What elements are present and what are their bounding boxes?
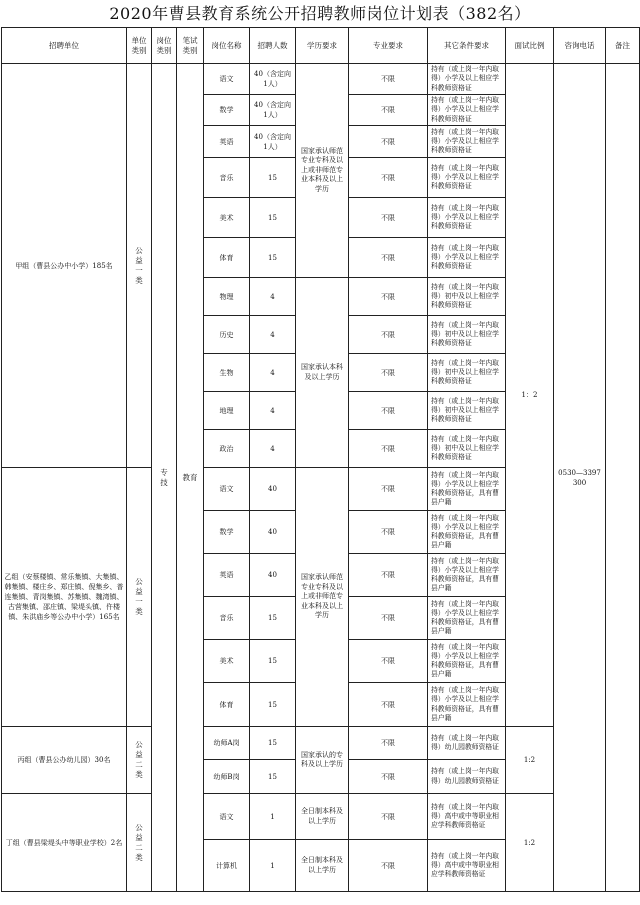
condition-cell: 持有（或上岗一年内取得）小学及以上相应学科教师资格证，具有曹县户籍	[428, 597, 506, 640]
post-name: 政治	[204, 430, 250, 468]
post-name: 幼师B岗	[204, 760, 250, 794]
post-name: 数学	[204, 511, 250, 554]
major-cell: 不限	[349, 794, 428, 840]
post-name: 英语	[204, 554, 250, 597]
post-count: 15	[250, 198, 296, 238]
condition-cell: 持有（或上岗一年内取得）幼儿园教师资格证	[428, 727, 506, 760]
post-count: 40	[250, 468, 296, 511]
header-phone: 咨询电话	[554, 28, 606, 64]
condition-cell: 持有（或上岗一年内取得）初中及以上相应学科教师资格证	[428, 392, 506, 430]
post-name: 体育	[204, 683, 250, 727]
major-cell: 不限	[349, 554, 428, 597]
table-row	[2, 64, 640, 95]
group-ding-type: 公益二类	[127, 794, 152, 892]
header-note: 备注	[606, 28, 640, 64]
ratio-cell: 1：2	[506, 64, 554, 727]
condition-cell: 持有（或上岗一年内取得）初中及以上相应学科教师资格证	[428, 354, 506, 392]
group-yi-name: 乙组（安蔡楼镇、常乐集镇、大集镇、韩集镇、楼庄乡、郑庄镇、倪集乡、普连集镇、青岗集镇、苏集镇、魏湾镇、古营集镇、邵庄镇、梁堤头镇、仵楼镇、朱洪庙乡等公办中小学）165名	[2, 468, 127, 727]
post-name: 语文	[204, 468, 250, 511]
major-cell: 不限	[349, 468, 428, 511]
education-cell: 国家承认本科及以上学历	[296, 278, 349, 468]
post-name: 历史	[204, 316, 250, 354]
condition-cell: 持有（或上岗一年内取得）初中及以上相应学科教师资格证	[428, 430, 506, 468]
recruitment-table	[1, 27, 640, 892]
major-cell: 不限	[349, 683, 428, 727]
major-cell: 不限	[349, 95, 428, 126]
major-cell: 不限	[349, 430, 428, 468]
major-cell: 不限	[349, 278, 428, 316]
post-name: 幼师A岗	[204, 727, 250, 760]
post-name: 体育	[204, 238, 250, 278]
post-count: 4	[250, 278, 296, 316]
header-row	[2, 28, 640, 64]
post-name: 物理	[204, 278, 250, 316]
condition-cell: 持有（或上岗一年内取得）小学及以上相应学科教师资格证	[428, 95, 506, 126]
post-count: 4	[250, 316, 296, 354]
condition-cell: 持有（或上岗一年内取得）幼儿园教师资格证	[428, 760, 506, 794]
header-unit-type: 单位类别	[127, 28, 152, 64]
post-count: 4	[250, 354, 296, 392]
group-jia-name: 甲组（曹县公办中小学）185名	[2, 64, 127, 468]
post-count: 15	[250, 158, 296, 198]
post-count: 4	[250, 430, 296, 468]
exam-type-cell: 教育	[177, 64, 204, 892]
header-major: 专业要求	[349, 28, 428, 64]
post-name: 计算机	[204, 840, 250, 892]
post-name: 音乐	[204, 597, 250, 640]
condition-cell: 持有（或上岗一年内取得）初中及以上相应学科教师资格证	[428, 316, 506, 354]
post-count: 40	[250, 554, 296, 597]
condition-cell: 持有（或上岗一年内取得）小学及以上相应学科教师资格证，具有曹县户籍	[428, 683, 506, 727]
major-cell: 不限	[349, 354, 428, 392]
post-name: 地理	[204, 392, 250, 430]
ratio-cell: 1:2	[506, 794, 554, 892]
post-name: 语文	[204, 794, 250, 840]
condition-cell: 持有（或上岗一年内取得）初中及以上相应学科教师资格证	[428, 278, 506, 316]
post-name: 数学	[204, 95, 250, 126]
post-name: 生物	[204, 354, 250, 392]
header-exam-type: 笔试类别	[177, 28, 204, 64]
note-cell	[606, 64, 640, 892]
page-title: 2020年曹县教育系统公开招聘教师岗位计划表（382名）	[109, 4, 531, 23]
condition-cell: 持有（或上岗一年内取得）小学及以上相应学科教师资格证	[428, 64, 506, 95]
education-cell: 国家承认的专科及以上学历	[296, 727, 349, 794]
header-post-type: 岗位类别	[152, 28, 177, 64]
table-row	[2, 727, 640, 760]
post-count: 1	[250, 794, 296, 840]
post-count: 1	[250, 840, 296, 892]
header-post-name: 岗位名称	[204, 28, 250, 64]
condition-cell: 持有（或上岗一年内取得）高中或中等职业相应学科教师资格证	[428, 840, 506, 892]
education-cell: 国家承认师范专业专科及以上或非师范专业本科及以上学历	[296, 64, 349, 278]
condition-cell: 持有（或上岗一年内取得）小学及以上相应学科教师资格证	[428, 238, 506, 278]
group-jia-type: 公益一类	[127, 64, 152, 468]
major-cell: 不限	[349, 198, 428, 238]
post-count: 40（含定向1人）	[250, 126, 296, 158]
group-bing-name: 丙组（曹县公办幼儿园）30名	[2, 727, 127, 794]
major-cell: 不限	[349, 238, 428, 278]
major-cell: 不限	[349, 64, 428, 95]
condition-cell: 持有（或上岗一年内取得）小学及以上相应学科教师资格证，具有曹县户籍	[428, 554, 506, 597]
post-name: 英语	[204, 126, 250, 158]
major-cell: 不限	[349, 597, 428, 640]
ratio-cell: 1:2	[506, 727, 554, 794]
post-type-cell: 专技	[152, 64, 177, 892]
post-count: 40	[250, 511, 296, 554]
post-count: 40（含定向1人）	[250, 64, 296, 95]
post-name: 美术	[204, 198, 250, 238]
major-cell: 不限	[349, 126, 428, 158]
header-ratio: 面试比例	[506, 28, 554, 64]
education-cell: 国家承认师范专业专科及以上或非师范专业本科及以上学历	[296, 468, 349, 727]
condition-cell: 持有（或上岗一年内取得）小学及以上相应学科教师资格证，具有曹县户籍	[428, 511, 506, 554]
post-count: 15	[250, 727, 296, 760]
condition-cell: 持有（或上岗一年内取得）高中或中等职业相应学科教师资格证	[428, 794, 506, 840]
post-count: 4	[250, 392, 296, 430]
condition-cell: 持有（或上岗一年内取得）小学及以上相应学科教师资格证	[428, 126, 506, 158]
education-cell: 全日制本科及以上学历	[296, 794, 349, 840]
post-count: 15	[250, 683, 296, 727]
condition-cell: 持有（或上岗一年内取得）小学及以上相应学科教师资格证	[428, 158, 506, 198]
major-cell: 不限	[349, 640, 428, 683]
post-count: 15	[250, 238, 296, 278]
post-name: 语文	[204, 64, 250, 95]
condition-cell: 持有（或上岗一年内取得）小学及以上相应学科教师资格证，具有曹县户籍	[428, 640, 506, 683]
major-cell: 不限	[349, 727, 428, 760]
condition-cell: 持有（或上岗一年内取得）小学及以上相应学科教师资格证，具有曹县户籍	[428, 468, 506, 511]
phone-cell: 0530—3397300	[554, 64, 606, 892]
major-cell: 不限	[349, 316, 428, 354]
header-count: 招聘人数	[250, 28, 296, 64]
post-name: 美术	[204, 640, 250, 683]
major-cell: 不限	[349, 511, 428, 554]
header-other: 其它条件要求	[428, 28, 506, 64]
education-cell: 全日制本科及以上学历	[296, 840, 349, 892]
major-cell: 不限	[349, 760, 428, 794]
group-ding-name: 丁组（曹县梁堤头中等职业学校）2名	[2, 794, 127, 892]
group-bing-type: 公益二类	[127, 727, 152, 794]
post-count: 15	[250, 640, 296, 683]
header-education: 学历要求	[296, 28, 349, 64]
major-cell: 不限	[349, 392, 428, 430]
header-unit: 招聘单位	[2, 28, 127, 64]
post-name: 音乐	[204, 158, 250, 198]
major-cell: 不限	[349, 158, 428, 198]
post-count: 15	[250, 760, 296, 794]
group-yi-type: 公益一类	[127, 468, 152, 727]
table-row	[2, 794, 640, 840]
major-cell: 不限	[349, 840, 428, 892]
post-count: 40（含定向1人）	[250, 95, 296, 126]
condition-cell: 持有（或上岗一年内取得）小学及以上相应学科教师资格证	[428, 198, 506, 238]
post-count: 15	[250, 597, 296, 640]
